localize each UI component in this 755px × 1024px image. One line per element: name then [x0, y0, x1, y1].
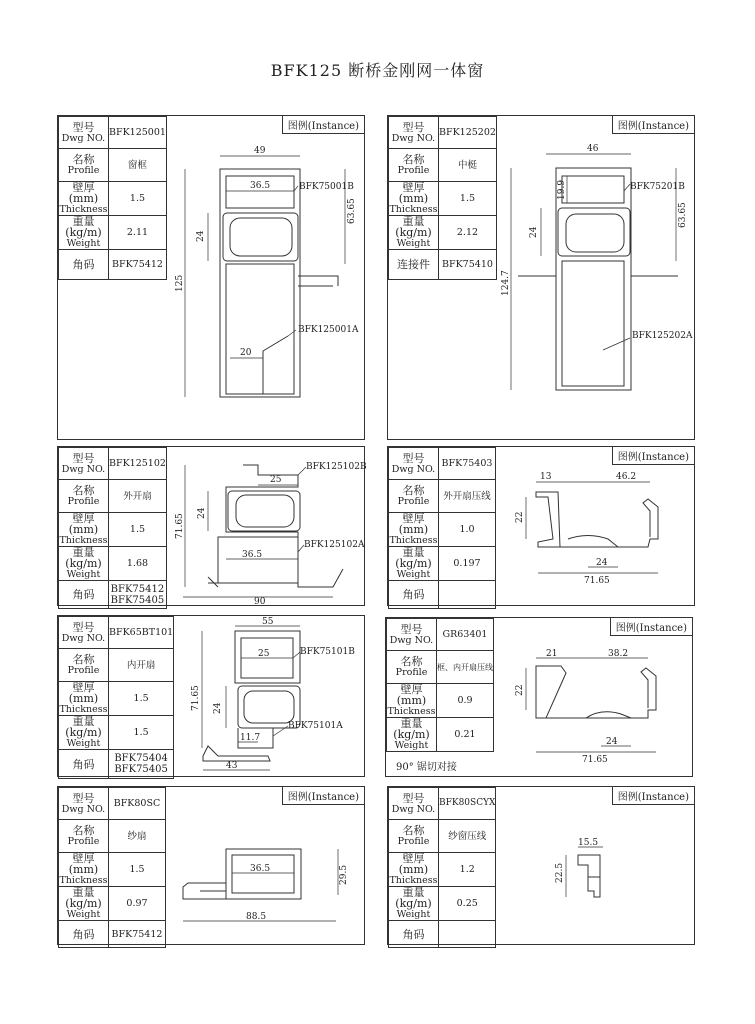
profile-card-bfk80sc [57, 786, 365, 945]
profile-drawing [388, 116, 696, 441]
part-label-2: BFK125001A [298, 325, 359, 335]
dim-width: 88.5 [246, 912, 267, 922]
profile-name: 中梃 [439, 149, 497, 182]
dwg-number: GR63401 [437, 619, 494, 651]
dim-h1: 63.65 [678, 202, 688, 228]
part-label-2: BFK125202A [632, 331, 693, 341]
profile-name: 外开扇压线 [439, 480, 496, 513]
corner-code: BFK75412 BFK75405 [109, 581, 167, 609]
instance-label: 图例(Instance) [612, 447, 694, 465]
dim-a: 19.9 [557, 179, 567, 200]
profile-card-bfk75403 [387, 446, 695, 606]
dim-inner: 36.5 [250, 864, 271, 874]
spec-table: 型号 Dwg NO. BFK125202 名称 Profile 中梃 壁厚 (mm) Thickness 1.5 重量 (kg/m) Weight 2.12 连接件 BFK75410 [388, 116, 497, 280]
dim-total: 124.7 [501, 270, 511, 296]
dim-c: 22 [515, 511, 525, 523]
dwg-number: BFK75403 [439, 448, 496, 480]
profile-name: 内开扇 [109, 649, 174, 682]
spec-table: 型号 Dwg NO. GR63401 名称 Profile 框、内开扇压线 壁厚 (mm) Thickness 0.9 重量 (kg/m) Weight 0.21 [386, 618, 494, 752]
dim-a: 24 [196, 230, 206, 242]
dim-d: 24 [606, 737, 618, 747]
instance-label: 图例(Instance) [610, 618, 692, 636]
dim-b: 38.2 [608, 649, 629, 659]
spec-table: 型号 Dwg NO. BFK75403 名称 Profile 外开扇压线 壁厚 (mm) Thickness 1.0 重量 (kg/m) Weight 0.197 角码 [388, 447, 496, 609]
dim-a: 25 [270, 475, 282, 485]
corner-code: BFK75404 BFK75405 [109, 750, 174, 779]
dwg-number: BFK125102 [109, 448, 167, 480]
thickness-value: 1.5 [109, 513, 167, 547]
weight-value: 2.12 [439, 216, 497, 250]
profile-drawing [58, 616, 366, 778]
profile-card-gr63401 [385, 617, 693, 777]
dim-a: 13 [540, 472, 552, 482]
dim-b: 24 [529, 226, 539, 238]
dim-d: 24 [596, 558, 608, 568]
part-label-1: BFK125102B [306, 462, 367, 472]
thickness-value: 0.9 [437, 684, 494, 718]
profile-name: 纱窗压线 [439, 820, 496, 853]
weight-value: 0.97 [109, 887, 166, 921]
part-label-1: BFK75101B [300, 647, 355, 657]
dim-h1: 63.65 [347, 198, 357, 224]
spec-table: 型号 Dwg NO. BFK65BT101 名称 Profile 内开扇 壁厚 (mm) Thickness 1.5 重量 (kg/m) Weight 1.5 角码 BFK75404 BFK75405 [58, 616, 174, 779]
thickness-value: 1.5 [109, 853, 166, 887]
profile-drawing [58, 116, 366, 441]
dim-width: 71.65 [582, 755, 608, 765]
thickness-value: 1.0 [439, 513, 496, 547]
dwg-number: BFK125001 [109, 117, 167, 149]
dim-width: 49 [254, 146, 266, 156]
dim-total: 125 [175, 274, 185, 292]
page-title: BFK125 断桥金刚网一体窗 [270, 61, 485, 80]
dwg-number: BFK80SCYX [439, 788, 496, 820]
part-label-1: BFK75201B [630, 182, 685, 192]
weight-value: 0.25 [439, 887, 496, 921]
dim-b: 24 [213, 702, 223, 714]
profile-drawing [58, 447, 366, 607]
profile-drawing [386, 618, 694, 778]
profile-card-bfk125202 [387, 115, 695, 440]
connector-code: BFK75410 [439, 250, 497, 280]
profile-card-bfk125102 [57, 446, 365, 606]
dim-width: 15.5 [578, 838, 599, 848]
thickness-value: 1.5 [439, 182, 497, 216]
weight-value: 0.21 [437, 718, 494, 752]
dim-a: 25 [258, 649, 270, 659]
dim-a: 21 [546, 649, 558, 659]
spec-table: 型号 Dwg NO. BFK80SC 名称 Profile 纱扇 壁厚 (mm) Thickness 1.5 重量 (kg/m) Weight 0.97 角码 BFK75412 [58, 787, 166, 948]
dim-d: 43 [226, 761, 238, 771]
dim-c: 11.7 [240, 733, 261, 743]
dim-b: 46.2 [616, 472, 637, 482]
profile-drawing [388, 787, 696, 946]
dim-b: 24 [197, 507, 207, 519]
profile-card-bfk125001 [57, 115, 365, 440]
thickness-value: 1.5 [109, 682, 174, 716]
part-label-1: BFK75001B [299, 182, 354, 192]
profile-card-bfk65bt101 [57, 615, 365, 777]
thickness-value: 1.2 [439, 853, 496, 887]
profile-name: 纱扇 [109, 820, 166, 853]
dim-inner: 36.5 [242, 550, 263, 560]
dim-h: 71.65 [175, 513, 185, 539]
instance-label: 图例(Instance) [612, 787, 694, 805]
dwg-number: BFK125202 [439, 117, 497, 149]
part-label-2: BFK125102A [304, 540, 365, 550]
profile-drawing [388, 447, 696, 607]
dim-h: 71.65 [191, 685, 201, 711]
dim-b: 20 [240, 348, 252, 358]
cut-note: 90° 锯切对接 [396, 762, 457, 773]
profile-drawing [58, 787, 366, 946]
thickness-value: 1.5 [109, 182, 167, 216]
profile-card-bfk80scyx [387, 786, 695, 945]
corner-code: BFK75412 [109, 921, 166, 948]
spec-table: 型号 Dwg NO. BFK125102 名称 Profile 外开扇 壁厚 (mm) Thickness 1.5 重量 (kg/m) Weight 1.68 角码 BFK75412 BFK75405 [58, 447, 167, 609]
profile-name: 外开扇 [109, 480, 167, 513]
weight-value: 2.11 [109, 216, 167, 250]
dim-c: 22 [515, 684, 525, 696]
spec-table: 型号 Dwg NO. BFK80SCYX 名称 Profile 纱窗压线 壁厚 (mm) Thickness 1.2 重量 (kg/m) Weight 0.25 角码 [388, 787, 496, 948]
corner-code: BFK75412 [109, 250, 167, 280]
spec-table: 型号 Dwg NO. BFK125001 名称 Profile 窗框 壁厚 (mm) Thickness 1.5 重量 (kg/m) Weight 2.11 角码 BFK75412 [58, 116, 167, 280]
dwg-number: BFK80SC [109, 788, 166, 820]
dim-h: 22.5 [555, 862, 565, 883]
dim-h: 29.5 [339, 864, 349, 885]
dim-width: 55 [262, 617, 274, 627]
part-label-2: BFK75101A [288, 721, 343, 731]
profile-name: 窗框 [109, 149, 167, 182]
instance-label: 图例(Instance) [282, 116, 364, 134]
dim-inner: 36.5 [250, 181, 271, 191]
dim-width: 46 [587, 144, 599, 154]
dim-width: 71.65 [584, 576, 610, 586]
dim-width: 90 [254, 597, 266, 607]
weight-value: 0.197 [439, 547, 496, 581]
instance-label: 图例(Instance) [612, 116, 694, 134]
dwg-number: BFK65BT101 [109, 617, 174, 649]
instance-label: 图例(Instance) [282, 787, 364, 805]
weight-value: 1.68 [109, 547, 167, 581]
profile-name: 框、内开扇压线 [437, 651, 494, 684]
weight-value: 1.5 [109, 716, 174, 750]
